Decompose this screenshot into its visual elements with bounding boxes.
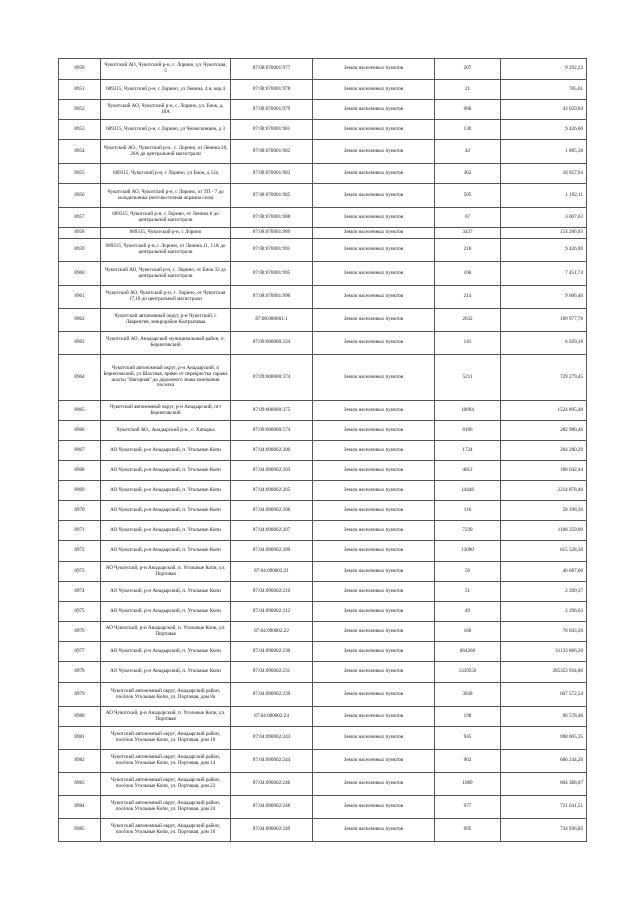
- area-cell: 1089: [435, 773, 501, 796]
- table-row: [59, 521, 587, 541]
- cadastral-number-cell: 87:04:090002:200: [231, 441, 313, 461]
- cadastral-number-cell: 87:04:090002:243: [231, 727, 313, 750]
- area-cell: 67: [435, 208, 501, 228]
- land-category-cell: Земли населенных пунктов: [313, 208, 435, 228]
- address-cell: 689315, Чукотский р-н, с Лорино: [101, 228, 231, 239]
- land-category-cell: Земли населенных пунктов: [313, 461, 435, 481]
- land-category-cell: Земли населенных пунктов: [313, 481, 435, 501]
- row-number: 8980: [59, 707, 101, 727]
- cadastral-number-cell: 87:08:070001:985: [231, 184, 313, 208]
- cadastral-value-cell: 46 687,00: [501, 562, 587, 582]
- cadastral-number-cell: 87:04:090002:246: [231, 773, 313, 796]
- cadastral-number-cell: 87:08:070001:982: [231, 140, 313, 164]
- cadastral-value-cell: 666 244,26: [501, 750, 587, 773]
- area-cell: 166: [435, 262, 501, 286]
- cadastral-number-cell: 87:04:090002:21: [231, 562, 313, 582]
- cadastral-number-cell: 87:04:090002:230: [231, 642, 313, 662]
- area-cell: 13090: [435, 541, 501, 562]
- table-row: [59, 401, 587, 421]
- cadastral-value-cell: 1 192,11: [501, 184, 587, 208]
- table-row: [59, 59, 587, 80]
- table-row: [59, 602, 587, 622]
- land-category-cell: Земли населенных пунктов: [313, 773, 435, 796]
- table-body: [59, 59, 587, 842]
- cadastral-number-cell: 87:04:090002:22: [231, 622, 313, 642]
- cadastral-value-cell: 31133 866,20: [501, 642, 587, 662]
- address-cell: Чукотский автономный округ, р-н Анадырский, пгт Беринговский: [101, 401, 231, 421]
- address-cell: Чукотский автономный округ, р-н Чукотский, с Лаврентия, микрорайон Кытрытаваа: [101, 309, 231, 332]
- cadastral-number-cell: 87:04:090002:244: [231, 750, 313, 773]
- cadastral-value-cell: 9 606,46: [501, 286, 587, 309]
- cadastral-value-cell: 1524 895,48: [501, 401, 587, 421]
- land-category-cell: Земли населенных пунктов: [313, 796, 435, 819]
- table-row: [59, 164, 587, 184]
- address-cell: АО Чукотский, р-н Анадырский, п. Угольные Копи: [101, 662, 231, 683]
- table-row: [59, 683, 587, 707]
- cadastral-value-cell: 734 936,85: [501, 819, 587, 842]
- table-row: [59, 332, 587, 355]
- table-row: [59, 286, 587, 309]
- cadastral-number-cell: 87:09:000000:334: [231, 332, 313, 355]
- cadastral-number-cell: 87:09:000000:375: [231, 401, 313, 421]
- land-plots-table: [58, 58, 587, 842]
- table-row: [59, 481, 587, 501]
- cadastral-number-cell: 87:04:090002:203: [231, 461, 313, 481]
- cadastral-number-cell: 87:08:070001:989: [231, 228, 313, 239]
- address-cell: Чукотский автономный округ, Анадырский район, посёлок Угольные Копи, ул. Портовая, дом 22: [101, 773, 231, 796]
- table-row: [59, 100, 587, 120]
- table-row: [59, 228, 587, 239]
- cadastral-value-cell: 698 005,35: [501, 727, 587, 750]
- land-category-cell: Земли населенных пунктов: [313, 164, 435, 184]
- cadastral-value-cell: 205353 934,80: [501, 662, 587, 683]
- land-category-cell: Земли населенных пунктов: [313, 332, 435, 355]
- address-cell: 689315, Чукотский р-н, с Лорино, от Ленина 6 до центральной магистрали: [101, 208, 231, 228]
- area-cell: 141: [435, 332, 501, 355]
- address-cell: АО Чукотский, р-н Анадырский, п. Угольные Копи, ул. Портовая: [101, 707, 231, 727]
- land-category-cell: Земли населенных пунктов: [313, 309, 435, 332]
- address-cell: АО Чукотский, р-н Анадырский, п. Угольные Копи: [101, 501, 231, 521]
- cadastral-number-cell: 87:08:070001:981: [231, 120, 313, 140]
- land-category-cell: Земли населенных пунктов: [313, 120, 435, 140]
- cadastral-value-cell: 2214 878,40: [501, 481, 587, 501]
- row-number: 8964: [59, 355, 101, 401]
- address-cell: Чукотский АО, Анадырский муниципальный район, п. Беринговский: [101, 332, 231, 355]
- cadastral-value-cell: 189 977,76: [501, 309, 587, 332]
- area-cell: 214: [435, 286, 501, 309]
- cadastral-value-cell: 2 296,63: [501, 602, 587, 622]
- row-number: 8972: [59, 541, 101, 562]
- cadastral-value-cell: 9 292,23: [501, 59, 587, 80]
- cadastral-value-cell: 1 885,38: [501, 140, 587, 164]
- cadastral-number-cell: 87:04:090002:205: [231, 481, 313, 501]
- land-category-cell: Земли населенных пунктов: [313, 100, 435, 120]
- area-cell: 21: [435, 80, 501, 100]
- table-row: [59, 501, 587, 521]
- table-row: [59, 421, 587, 441]
- cadastral-number-cell: 87:04:090002:207: [231, 521, 313, 541]
- cadastral-value-cell: 9 426,60: [501, 120, 587, 140]
- area-cell: 160: [435, 622, 501, 642]
- address-cell: АО Чукотский, р-н Анадырский, п. Угольные Копи: [101, 582, 231, 602]
- area-cell: 207: [435, 59, 501, 80]
- area-cell: 902: [435, 750, 501, 773]
- table-row: [59, 750, 587, 773]
- area-cell: 210: [435, 239, 501, 262]
- row-number: 8959: [59, 239, 101, 262]
- area-cell: 116: [435, 501, 501, 521]
- land-category-cell: Земли населенных пунктов: [313, 642, 435, 662]
- row-number: 8974: [59, 582, 101, 602]
- table-row: [59, 208, 587, 228]
- address-cell: Чукотский автономный округ, Анадырский район, посёлок Угольные Копи, ул. Портовая, дом 8а: [101, 683, 231, 707]
- address-cell: Чукотский автономный округ, р-н Анадырский, п Беринговский, ул Шахтная, прямо от перекрестка гаража шахты "Нагорная" до дорожного знака окончания поселка: [101, 355, 231, 401]
- address-cell: 689315, Чукотский р-н, с Лорино, от Ленина 11, 11А до центральной магистрали: [101, 239, 231, 262]
- area-cell: 7230: [435, 521, 501, 541]
- address-cell: АО Чукотский, р-н Анадырский, п. Угольные Копи: [101, 481, 231, 501]
- area-cell: 51: [435, 582, 501, 602]
- land-category-cell: Земли населенных пунктов: [313, 562, 435, 582]
- area-cell: 995: [435, 819, 501, 842]
- area-cell: 198: [435, 707, 501, 727]
- row-number: 8971: [59, 521, 101, 541]
- cadastral-number-cell: 87:04:090002:206: [231, 501, 313, 521]
- row-number: 8966: [59, 421, 101, 441]
- cadastral-number-cell: 87:08:070001:979: [231, 100, 313, 120]
- land-category-cell: Земли населенных пунктов: [313, 622, 435, 642]
- address-cell: 689315, Чукотский р-н, с Лорино, ул Челюскинцев, д 3: [101, 120, 231, 140]
- row-number: 8969: [59, 481, 101, 501]
- area-cell: 3437: [435, 228, 501, 239]
- row-number: 8958: [59, 228, 101, 239]
- row-number: 8981: [59, 727, 101, 750]
- area-cell: 977: [435, 796, 501, 819]
- row-number: 8967: [59, 441, 101, 461]
- land-category-cell: Земли населенных пунктов: [313, 239, 435, 262]
- row-number: 8962: [59, 309, 101, 332]
- area-cell: 5211: [435, 355, 501, 401]
- cadastral-value-cell: 9 426,90: [501, 239, 587, 262]
- row-number: 8954: [59, 140, 101, 164]
- table-row: [59, 819, 587, 842]
- address-cell: Чукотский автономный округ, Анадырский район, посёлок Угольные Копи, ул. Портовая, дом 14: [101, 750, 231, 773]
- row-number: 8968: [59, 461, 101, 481]
- cadastral-value-cell: 804 368,07: [501, 773, 587, 796]
- land-category-cell: Земли населенных пунктов: [313, 819, 435, 842]
- cadastral-value-cell: 58 198,36: [501, 501, 587, 521]
- land-category-cell: Земли населенных пунктов: [313, 541, 435, 562]
- land-category-cell: Земли населенных пунктов: [313, 662, 435, 683]
- table-row: [59, 309, 587, 332]
- address-cell: АО Чукотский, р-н Анадырский, п. Угольные Копи: [101, 602, 231, 622]
- area-cell: 362: [435, 164, 501, 184]
- cadastral-number-cell: 87:04:090002:24: [231, 707, 313, 727]
- land-category-cell: Земли населенных пунктов: [313, 727, 435, 750]
- cadastral-number-cell: 87:04:090002:231: [231, 662, 313, 683]
- table-row: [59, 262, 587, 286]
- table-row: [59, 461, 587, 481]
- cadastral-value-cell: 96 578,46: [501, 707, 587, 727]
- land-category-cell: Земли населенных пунктов: [313, 707, 435, 727]
- cadastral-value-cell: 607 572,54: [501, 683, 587, 707]
- land-category-cell: Земли населенных пунктов: [313, 140, 435, 164]
- cadastral-number-cell: 87:08:070001:995: [231, 262, 313, 286]
- area-cell: 505: [435, 184, 501, 208]
- land-category-cell: Земли населенных пунктов: [313, 421, 435, 441]
- cadastral-value-cell: 6 029,16: [501, 332, 587, 355]
- land-category-cell: Земли населенных пунктов: [313, 262, 435, 286]
- land-category-cell: Земли населенных пунктов: [313, 582, 435, 602]
- address-cell: АО Чукотский, р-н Анадырский, п. Угольные Копи, ул. Портовая: [101, 622, 231, 642]
- row-number: 8982: [59, 750, 101, 773]
- area-cell: 2632: [435, 309, 501, 332]
- cadastral-number-cell: 87:04:090002:249: [231, 819, 313, 842]
- address-cell: 689315, Чукотский р-н, с Лорино, ул Енок, д 12а: [101, 164, 231, 184]
- cadastral-number-cell: 87:09:000000:574: [231, 421, 313, 441]
- row-number: 8950: [59, 59, 101, 80]
- address-cell: Чукотский автономный округ, Анадырский район, посёлок Угольные Копи, ул. Портовая, дом 16: [101, 819, 231, 842]
- address-cell: Чукотский автономный округ, Анадырский район, посёлок Угольные Копи, ул. Портовая, дом 24: [101, 796, 231, 819]
- row-number: 8977: [59, 642, 101, 662]
- table-row: [59, 707, 587, 727]
- area-cell: 130: [435, 120, 501, 140]
- address-cell: АО Чукотский, р-н Анадырский, п. Угольные Копи: [101, 521, 231, 541]
- cadastral-number-cell: 87:08:070001:977: [231, 59, 313, 80]
- table-row: [59, 642, 587, 662]
- address-cell: Чукотский автономный округ, Анадырский район, посёлок Угольные Копи, ул. Портовая, дом 10: [101, 727, 231, 750]
- cadastral-value-cell: 721 641,51: [501, 796, 587, 819]
- cadastral-number-cell: 87:08:070001:988: [231, 208, 313, 228]
- address-cell: Чукотский АО, Чукотский р-н, с. Лорино, ул. Енок, д. 18А: [101, 100, 231, 120]
- row-number: 8957: [59, 208, 101, 228]
- table-row: [59, 140, 587, 164]
- address-cell: Чукотский АО, Чукотский р-н, с. Лорино, от Енок 32 до центральной магистрали: [101, 262, 231, 286]
- address-cell: Чукотский АО, Чукотский р-н, с. Лорино, от Чукотская 17,18 до центральной магистрали: [101, 286, 231, 309]
- row-number: 8961: [59, 286, 101, 309]
- row-number: 8952: [59, 100, 101, 120]
- table-row: [59, 120, 587, 140]
- row-number: 8973: [59, 562, 101, 582]
- address-cell: 689315, Чукотский р-н, с Лорино, ул Ленина, 4 в, кор.4: [101, 80, 231, 100]
- land-category-cell: Земли населенных пунктов: [313, 80, 435, 100]
- address-cell: Чукотский АО., Чукотский р-н., с. Лорино, от Ленина 26, 26А до центральной магистрали: [101, 140, 231, 164]
- cadastral-value-cell: 785,61: [501, 80, 587, 100]
- row-number: 8955: [59, 164, 101, 184]
- table-row: [59, 562, 587, 582]
- cadastral-value-cell: 154 286,93: [501, 228, 587, 239]
- table-row: [59, 773, 587, 796]
- area-cell: 4012: [435, 461, 501, 481]
- cadastral-number-cell: 87:04:090002:209: [231, 541, 313, 562]
- cadastral-value-cell: 264 280,20: [501, 441, 587, 461]
- cadastral-value-cell: 729 279,45: [501, 355, 587, 401]
- cadastral-number-cell: 87:04:090002:248: [231, 796, 313, 819]
- area-cell: 3038: [435, 683, 501, 707]
- row-number: 8965: [59, 401, 101, 421]
- table-row: [59, 582, 587, 602]
- row-number: 8975: [59, 602, 101, 622]
- row-number: 8960: [59, 262, 101, 286]
- area-cell: 14448: [435, 481, 501, 501]
- row-number: 8951: [59, 80, 101, 100]
- address-cell: Чукотский АО, Чукотский р-н, с. Лорино, ул. Чукотская, 5: [101, 59, 231, 80]
- table-row: [59, 239, 587, 262]
- row-number: 8983: [59, 773, 101, 796]
- cadastral-value-cell: 615 528,30: [501, 541, 587, 562]
- land-category-cell: Земли населенных пунктов: [313, 683, 435, 707]
- cadastral-number-cell: 87:04:090002:212: [231, 602, 313, 622]
- area-cell: 42: [435, 140, 501, 164]
- row-number: 8970: [59, 501, 101, 521]
- cadastral-value-cell: 3 007,63: [501, 208, 587, 228]
- address-cell: АО Чукотский, р-н Анадырский, п. Угольные Копи: [101, 441, 231, 461]
- area-cell: 49: [435, 602, 501, 622]
- table-row: [59, 662, 587, 683]
- cadastral-number-cell: 87:04:090002:239: [231, 683, 313, 707]
- cadastral-number-cell: 87:08:070001:983: [231, 164, 313, 184]
- row-number: 8984: [59, 796, 101, 819]
- cadastral-value-cell: 7 451,74: [501, 262, 587, 286]
- cadastral-value-cell: 188 042,44: [501, 461, 587, 481]
- area-cell: 945: [435, 727, 501, 750]
- row-number: 8976: [59, 622, 101, 642]
- table-row: [59, 184, 587, 208]
- area-cell: 50: [435, 562, 501, 582]
- address-cell: Чукотский АО, Чукотский р-н, с Лорино, от ТП - 7 до холодильника (юго-восточная окраина села): [101, 184, 231, 208]
- land-category-cell: Земли населенных пунктов: [313, 184, 435, 208]
- land-category-cell: Земли населенных пунктов: [313, 59, 435, 80]
- row-number: 8956: [59, 184, 101, 208]
- document-page: [58, 58, 586, 842]
- land-category-cell: Земли населенных пунктов: [313, 602, 435, 622]
- area-cell: 8106: [435, 421, 501, 441]
- address-cell: АО Чукотский, р-н Анадырский, п. Угольные Копи: [101, 642, 231, 662]
- address-cell: АО Чукотский, р-н Анадырский, п. Угольные Копи, ул. Портовая: [101, 562, 231, 582]
- address-cell: Чукотский АО., Анадырский р-н., с. Хатырка: [101, 421, 231, 441]
- address-cell: АО Чукотский, р-н Анадырский, п. Угольные Копи: [101, 541, 231, 562]
- cadastral-value-cell: 18 957,94: [501, 164, 587, 184]
- cadastral-number-cell: 87:08:070001:978: [231, 80, 313, 100]
- cadastral-value-cell: 43 029,04: [501, 100, 587, 120]
- area-cell: 1724: [435, 441, 501, 461]
- cadastral-number-cell: 87:08:080001:1: [231, 309, 313, 332]
- area-cell: 10894: [435, 401, 501, 421]
- land-category-cell: Земли населенных пунктов: [313, 501, 435, 521]
- table-row: [59, 622, 587, 642]
- cadastral-value-cell: 282 980,46: [501, 421, 587, 441]
- table-row: [59, 541, 587, 562]
- row-number: 8979: [59, 683, 101, 707]
- land-category-cell: Земли населенных пунктов: [313, 228, 435, 239]
- table-row: [59, 727, 587, 750]
- area-cell: 664260: [435, 642, 501, 662]
- row-number: 8978: [59, 662, 101, 683]
- table-row: [59, 355, 587, 401]
- cadastral-value-cell: 1108 359,00: [501, 521, 587, 541]
- cadastral-value-cell: 78 043,20: [501, 622, 587, 642]
- row-number: 8963: [59, 332, 101, 355]
- address-cell: АО Чукотский, р-н Анадырский, п. Угольные Копи: [101, 461, 231, 481]
- land-category-cell: Земли населенных пунктов: [313, 521, 435, 541]
- table-row: [59, 796, 587, 819]
- land-category-cell: Земли населенных пунктов: [313, 355, 435, 401]
- cadastral-number-cell: 87:09:000000:374: [231, 355, 313, 401]
- cadastral-number-cell: 87:08:070001:996: [231, 286, 313, 309]
- table-row: [59, 80, 587, 100]
- area-cell: 986: [435, 100, 501, 120]
- row-number: 8985: [59, 819, 101, 842]
- area-cell: 1339556: [435, 662, 501, 683]
- cadastral-number-cell: 87:08:070001:991: [231, 239, 313, 262]
- land-category-cell: Земли населенных пунктов: [313, 441, 435, 461]
- cadastral-value-cell: 2 390,37: [501, 582, 587, 602]
- land-category-cell: Земли населенных пунктов: [313, 750, 435, 773]
- table-row: [59, 441, 587, 461]
- land-category-cell: Земли населенных пунктов: [313, 286, 435, 309]
- cadastral-number-cell: 87:04:090002:210: [231, 582, 313, 602]
- land-category-cell: Земли населенных пунктов: [313, 401, 435, 421]
- row-number: 8953: [59, 120, 101, 140]
